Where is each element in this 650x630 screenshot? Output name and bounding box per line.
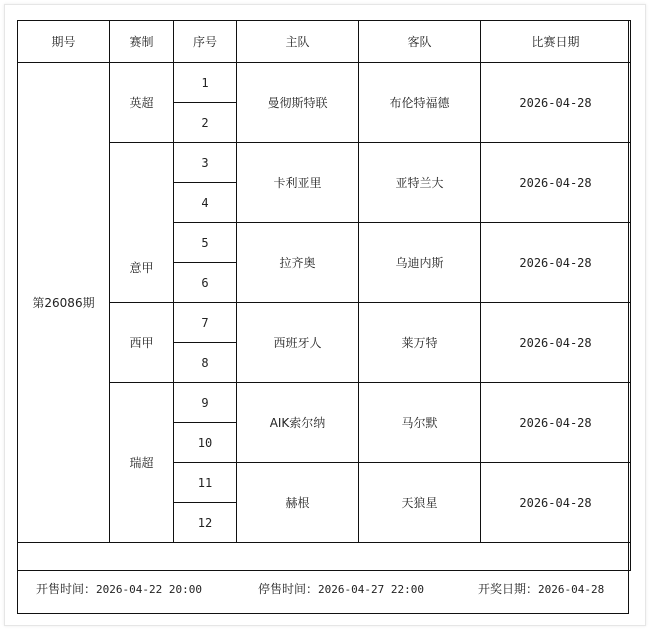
- table-row: [18, 303, 631, 343]
- match-schedule-table: [17, 20, 631, 571]
- draw-date-value: 2026-04-28: [538, 582, 605, 596]
- match-date-cell: 2026-04-28: [481, 383, 631, 463]
- header-home: 主队: [237, 21, 359, 63]
- away-team-cell: 布伦特福德: [359, 63, 481, 143]
- issue-cell: 第26086期: [18, 63, 110, 543]
- sale-start-info: [36, 580, 202, 597]
- seq-cell: 5: [174, 223, 237, 263]
- sale-stop-label: 停售时间：: [258, 581, 319, 596]
- match-date-cell: 2026-04-28: [481, 303, 631, 383]
- seq-cell: 8: [174, 343, 237, 383]
- league-cell: 英超: [110, 63, 174, 143]
- spacer-cell: [18, 543, 631, 571]
- sale-stop-info: [258, 580, 424, 597]
- match-date-cell: 2026-04-28: [481, 223, 631, 303]
- sale-stop-value: 2026-04-27 22:00: [318, 582, 424, 596]
- seq-cell: 1: [174, 63, 237, 103]
- sale-info-footer: [18, 575, 629, 601]
- seq-cell: 4: [174, 183, 237, 223]
- header-away: 客队: [359, 21, 481, 63]
- league-cell: 西甲: [110, 303, 174, 383]
- away-team-cell: 天狼星: [359, 463, 481, 543]
- seq-cell: 2: [174, 103, 237, 143]
- match-date-cell: 2026-04-28: [481, 143, 631, 223]
- seq-cell: 3: [174, 143, 237, 183]
- seq-cell: 10: [174, 423, 237, 463]
- away-team-cell: 乌迪内斯: [359, 223, 481, 303]
- table-row: [18, 143, 631, 183]
- sale-start-label: 开售时间：: [36, 581, 97, 596]
- seq-cell: 7: [174, 303, 237, 343]
- spacer-row: [18, 543, 631, 571]
- seq-cell: 9: [174, 383, 237, 423]
- match-date-cell: 2026-04-28: [481, 463, 631, 543]
- home-team-cell: 曼彻斯特联: [237, 63, 359, 143]
- header-row: [18, 21, 631, 63]
- sale-start-value: 2026-04-22 20:00: [96, 582, 202, 596]
- header-format: 赛制: [110, 21, 174, 63]
- header-date: 比赛日期: [481, 21, 631, 63]
- home-team-cell: 西班牙人: [237, 303, 359, 383]
- away-team-cell: 莱万特: [359, 303, 481, 383]
- home-team-cell: 赫根: [237, 463, 359, 543]
- seq-cell: 11: [174, 463, 237, 503]
- table-row: [18, 383, 631, 423]
- header-seq: 序号: [174, 21, 237, 63]
- draw-date-label: 开奖日期：: [478, 581, 539, 596]
- seq-cell: 12: [174, 503, 237, 543]
- home-team-cell: 拉齐奥: [237, 223, 359, 303]
- home-team-cell: 卡利亚里: [237, 143, 359, 223]
- away-team-cell: 亚特兰大: [359, 143, 481, 223]
- table-row: [18, 63, 631, 103]
- league-cell: 瑞超: [110, 383, 174, 543]
- draw-date-info: [478, 580, 604, 597]
- match-date-cell: 2026-04-28: [481, 63, 631, 143]
- seq-cell: 6: [174, 263, 237, 303]
- league-cell: 意甲: [110, 143, 174, 303]
- header-issue: 期号: [18, 21, 110, 63]
- away-team-cell: 马尔默: [359, 383, 481, 463]
- home-team-cell: AIK索尔纳: [237, 383, 359, 463]
